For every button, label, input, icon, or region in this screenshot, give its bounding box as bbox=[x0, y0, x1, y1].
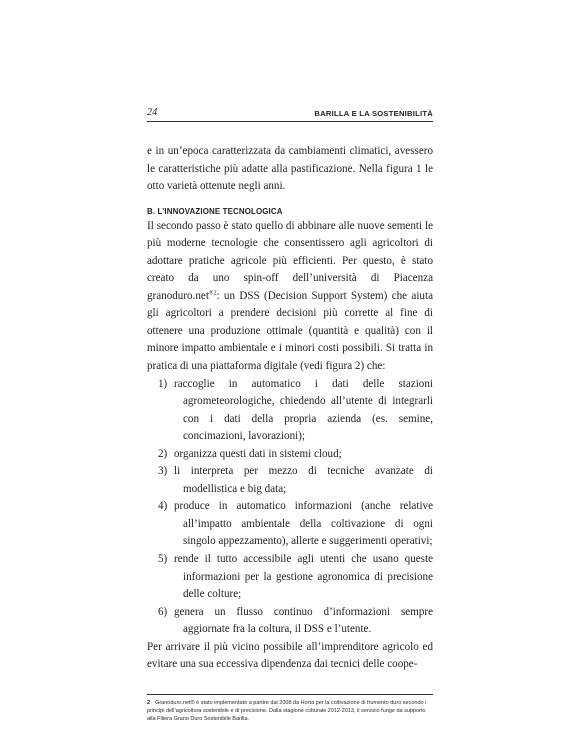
list-item bbox=[147, 604, 433, 639]
list-item-text: raccoglie in automatico i dati delle stazioni agrometeorologiche, chiedendo all’utente di integrarli con i dati della propria azienda (es. semine, concimazioni, lavorazioni); bbox=[174, 377, 433, 443]
section-paragraph bbox=[147, 218, 433, 376]
list-item bbox=[147, 446, 433, 464]
page-number: 24 bbox=[147, 107, 158, 118]
feature-list bbox=[147, 376, 433, 639]
section-paragraph-text-b: : un DSS (Decision Support System) che aiuta gli agricoltori a prendere decisioni più corrette al fine di ottenere una produzione ottimale (quantità e qualità) con il minore impatto ambientale e i minori costi possibili. Si tratta in pratica di una piattaforma digitale (vedi figura 2) che: bbox=[147, 289, 433, 373]
list-item bbox=[147, 551, 433, 604]
list-item-text: genera un flusso continuo d’informazioni sempre aggiornate fra la coltura, il DSS e l’utente. bbox=[174, 605, 433, 636]
list-item-number: 5) bbox=[158, 553, 168, 566]
running-head: BARILLA E LA SOSTENIBILITÀ bbox=[314, 109, 433, 118]
book-page bbox=[147, 104, 433, 723]
closing-paragraph: Per arrivare il più vicino possibile all’imprenditore agricolo ed evitare una sua eccessiva dipendenza dai tecnici delle coope- bbox=[147, 640, 433, 671]
page-header bbox=[147, 104, 433, 118]
section-paragraph-text-a: Il secondo passo è stato quello di abbinare alle nuove sementi le più moderne tecnologie che consentissero agli agricoltori di adottare pratiche agricole più efficienti. Per questo, è stato creato da uno spin-off dell’università di Piacenza granoduro.net bbox=[147, 219, 433, 302]
list-item-text: produce in automatico informazioni (anche relative all’impatto ambientale della coltivazione di ogni singolo appezzamento), allerte e suggerimenti operativi; bbox=[174, 500, 433, 548]
section-heading: B. L’INNOVAZIONE TECNOLOGICA bbox=[147, 206, 283, 216]
list-item-number: 4) bbox=[158, 500, 168, 513]
footnote-rule bbox=[147, 694, 433, 695]
list-item bbox=[147, 498, 433, 551]
list-item-text: organizza questi dati in sistemi cloud; bbox=[174, 447, 342, 460]
header-rule bbox=[147, 121, 433, 122]
list-item bbox=[147, 376, 433, 446]
list-item-number: 3) bbox=[158, 465, 168, 478]
list-item bbox=[147, 463, 433, 498]
footnote bbox=[147, 699, 433, 723]
footnote-reference: ®2 bbox=[208, 290, 217, 297]
footnote-text: Granoduro.net® è stato implementato a partire dal 2008 da Horta per la coltivazione di frumento duro secondo i principi dell’agricoltura sostenibile e di precisione. Dalla stagione colturale 2012-2013, il servizio funge da supporto alla Filiera Grano Duro Sostenibile Barilla. bbox=[147, 699, 427, 723]
list-item-number: 1) bbox=[158, 377, 168, 390]
list-item-text: li interpreta per mezzo di tecniche avanzate di modellistica e big data; bbox=[174, 465, 433, 495]
footnote-number: 2 bbox=[147, 699, 151, 706]
intro-paragraph: e in un’epoca caratterizzata da cambiamenti climatici, avessero le caratteristiche più adatte alla pastificazione. Nella figura 1 le otto varietà ottenute negli anni. bbox=[147, 145, 433, 193]
list-item-number: 2) bbox=[158, 447, 168, 460]
list-item-number: 6) bbox=[158, 605, 168, 618]
list-item-text: rende il tutto accessibile agli utenti che usano queste informazioni per la gestione agronomica di precisione delle colture; bbox=[174, 553, 433, 601]
